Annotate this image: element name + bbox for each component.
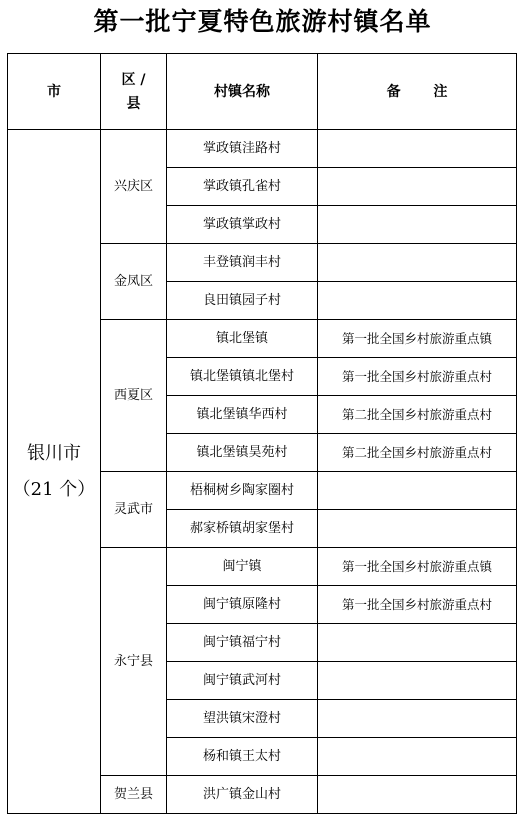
note-cell [318, 662, 517, 700]
note-cell [318, 130, 517, 168]
note-cell [318, 472, 517, 510]
note-cell: 第一批全国乡村旅游重点村 [318, 586, 517, 624]
note-cell [318, 738, 517, 776]
note-cell [318, 282, 517, 320]
note-cell [318, 168, 517, 206]
town-cell: 望洪镇宋澄村 [167, 700, 318, 738]
district-cell: 西夏区 [101, 320, 167, 472]
note-cell [318, 776, 517, 814]
header-district-line2: 县 [126, 95, 141, 112]
town-cell: 闽宁镇原隆村 [167, 586, 318, 624]
district-cell: 永宁县 [101, 548, 167, 776]
table-header-row [8, 54, 517, 130]
town-cell: 闽宁镇福宁村 [167, 624, 318, 662]
header-district-line1: 区 / [121, 71, 146, 88]
note-cell: 第一批全国乡村旅游重点镇 [318, 548, 517, 586]
city-count: （21 个） [12, 478, 96, 500]
town-cell: 镇北堡镇 [167, 320, 318, 358]
town-cell: 掌政镇孔雀村 [167, 168, 318, 206]
note-cell [318, 624, 517, 662]
village-list-table [7, 53, 517, 814]
town-cell: 郝家桥镇胡家堡村 [167, 510, 318, 548]
town-cell: 良田镇园子村 [167, 282, 318, 320]
note-cell [318, 206, 517, 244]
town-cell: 洪广镇金山村 [167, 776, 318, 814]
header-note: 备 注 [318, 54, 517, 130]
town-cell: 镇北堡镇镇北堡村 [167, 358, 318, 396]
town-cell: 闽宁镇武河村 [167, 662, 318, 700]
note-cell: 第二批全国乡村旅游重点村 [318, 434, 517, 472]
town-cell: 丰登镇润丰村 [167, 244, 318, 282]
note-cell: 第一批全国乡村旅游重点村 [318, 358, 517, 396]
town-cell: 掌政镇掌政村 [167, 206, 318, 244]
town-cell: 梧桐树乡陶家圈村 [167, 472, 318, 510]
header-district [101, 54, 167, 130]
district-cell: 灵武市 [101, 472, 167, 548]
town-cell: 镇北堡镇昊苑村 [167, 434, 318, 472]
town-cell: 杨和镇王太村 [167, 738, 318, 776]
district-cell: 兴庆区 [101, 130, 167, 244]
note-cell [318, 700, 517, 738]
town-cell: 闽宁镇 [167, 548, 318, 586]
city-name: 银川市 [27, 442, 81, 464]
page-title: 第一批宁夏特色旅游村镇名单 [93, 7, 432, 36]
city-cell [8, 130, 101, 814]
header-city: 市 [8, 54, 101, 130]
district-cell: 贺兰县 [101, 776, 167, 814]
header-town: 村镇名称 [167, 54, 318, 130]
table-row [8, 130, 517, 168]
note-cell: 第一批全国乡村旅游重点镇 [318, 320, 517, 358]
town-cell: 掌政镇洼路村 [167, 130, 318, 168]
note-cell [318, 510, 517, 548]
town-cell: 镇北堡镇华西村 [167, 396, 318, 434]
note-cell: 第二批全国乡村旅游重点村 [318, 396, 517, 434]
note-cell [318, 244, 517, 282]
district-cell: 金凤区 [101, 244, 167, 320]
